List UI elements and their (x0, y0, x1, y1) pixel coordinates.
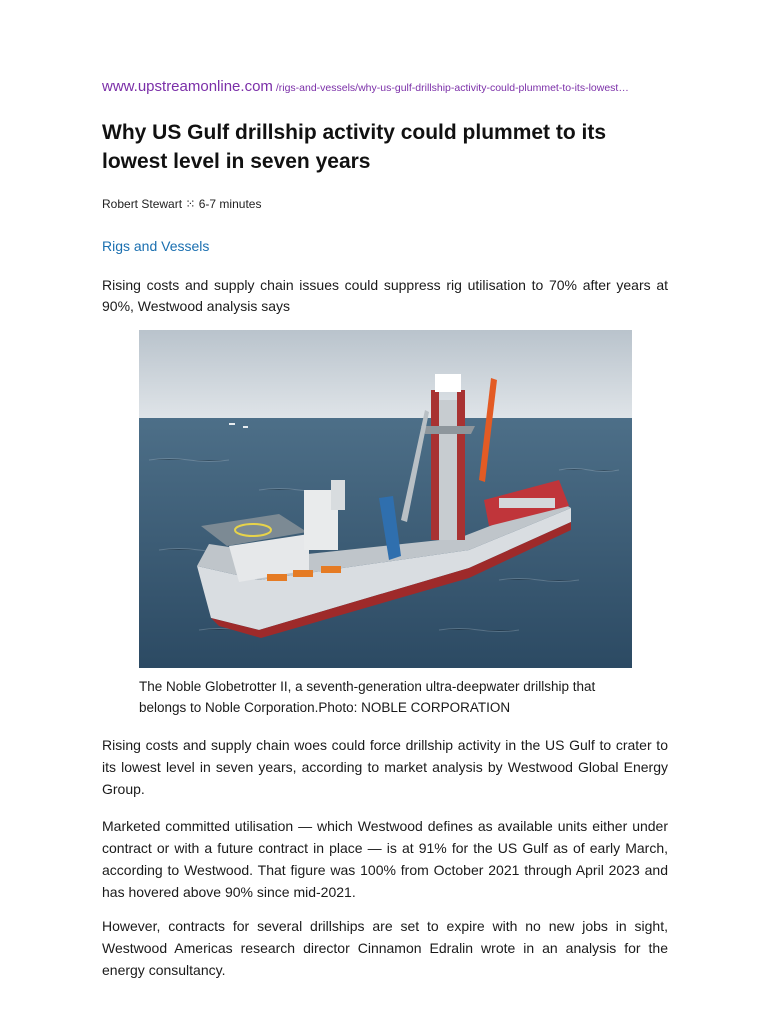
article-paragraph: Rising costs and supply chain woes could force drillship activity in the US Gulf to crater to its lowest level in seven years, according to market analysis by Westwood Global Energy Group. (102, 737, 668, 797)
photo-caption: The Noble Globetrotter II, a seventh-generation ultra-deepwater drillship that belongs to Noble Corporation.Photo: NOBLE CORPORATION (139, 679, 596, 715)
article-title: Why US Gulf drillship activity could plummet to its lowest level in seven years (102, 121, 607, 173)
article-paragraph: Marketed committed utilisation — which Westwood defines as available units either under contract or with a future contract in place — is at 91% for the US Gulf as of early March, according to Westwood. That figure was 100% from October 2021 through April 2023 and has hovered above 90% since mid-2021. (102, 818, 668, 900)
url-domain[interactable]: www.upstreamonline.com (102, 78, 273, 95)
drillship-illustration (139, 330, 632, 668)
article-lede: Rising costs and supply chain issues could suppress rig utilisation to 70% after years at 90%, Westwood analysis says (102, 277, 668, 314)
url-path[interactable]: /rigs-and-vessels/why-us-gulf-drillship-activity-could-plummet-to-its-lowest… (272, 82, 629, 94)
article-paragraph: However, contracts for several drillships are set to expire with no new jobs in sight, Westwood Americas research director Cinnamon Edralin wrote in an analysis for the energy consultancy. (102, 918, 668, 978)
category-link[interactable]: Rigs and Vessels (102, 238, 210, 254)
drillship-photo (139, 330, 632, 668)
byline: Robert Stewart ⁙ 6-7 minutes (102, 197, 262, 211)
source-url[interactable] (102, 78, 682, 96)
